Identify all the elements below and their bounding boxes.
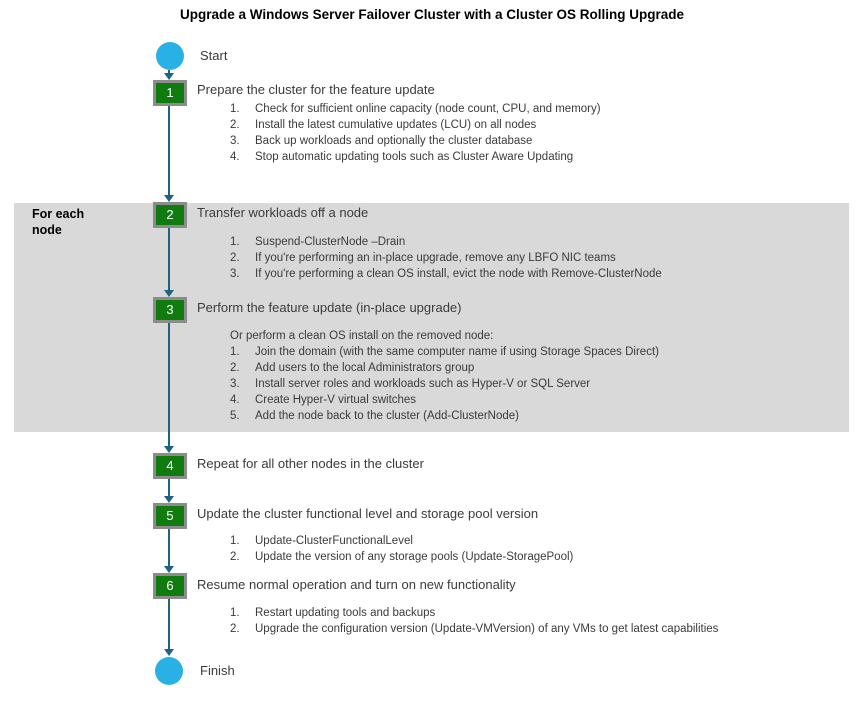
connector-line: [168, 228, 170, 290]
for-each-node-label: For each node: [32, 207, 85, 237]
finish-terminal-icon: [155, 657, 183, 685]
list-item: Install the latest cumulative updates (LCU) on all nodes: [255, 119, 537, 131]
list-item: Stop automatic updating tools such as Cluster Aware Updating: [255, 151, 574, 163]
arrow-down-icon: [164, 73, 174, 80]
list-item: Add the node back to the cluster (Add-ClusterNode): [255, 410, 520, 422]
step-list-1: [228, 101, 838, 165]
list-item: Suspend-ClusterNode –Drain: [255, 236, 406, 248]
list-item: Restart updating tools and backups: [255, 607, 436, 619]
step-list-5: [228, 533, 838, 565]
connector-line: [168, 323, 170, 446]
list-item: Join the domain (with the same computer name if using Storage Spaces Direct): [255, 346, 659, 358]
step-title-2: Transfer workloads off a node: [197, 205, 369, 220]
arrow-down-icon: [164, 290, 174, 297]
list-item: Update-ClusterFunctionalLevel: [255, 535, 413, 547]
step-title-3: Perform the feature update (in-place upgrade): [197, 300, 462, 315]
step-list-3-intro: Or perform a clean OS install on the removed node:: [230, 330, 494, 342]
list-item: If you're performing an in-place upgrade, remove any LBFO NIC teams: [255, 252, 616, 264]
finish-label: Finish: [200, 663, 235, 678]
step-title-1: Prepare the cluster for the feature update: [197, 82, 435, 97]
list-item: Update the version of any storage pools (Update-StoragePool): [255, 551, 574, 563]
start-terminal-icon: [156, 42, 184, 70]
step-title-5: Update the cluster functional level and storage pool version: [197, 506, 539, 521]
arrow-down-icon: [164, 566, 174, 573]
step-badge-2: 2: [153, 202, 187, 228]
step-badge-3: 3: [153, 297, 187, 323]
connector-line: [168, 479, 170, 496]
step-badge-1: 1: [153, 80, 187, 106]
arrow-down-icon: [164, 195, 174, 202]
step-badge-6: 6: [153, 573, 187, 599]
list-item: Back up workloads and optionally the cluster database: [255, 135, 533, 147]
step-title-6: Resume normal operation and turn on new functionality: [197, 577, 516, 592]
list-item: Create Hyper-V virtual switches: [255, 394, 417, 406]
list-item: Install server roles and workloads such as Hyper-V or SQL Server: [255, 378, 591, 390]
diagram-title: Upgrade a Windows Server Failover Cluster with a Cluster OS Rolling Upgrade: [180, 7, 684, 22]
step-list-2: [228, 234, 838, 282]
step-badge-4: 4: [153, 453, 187, 479]
arrow-down-icon: [164, 496, 174, 503]
step-title-4: Repeat for all other nodes in the cluster: [197, 456, 424, 471]
list-item: If you're performing a clean OS install, evict the node with Remove-ClusterNode: [255, 268, 662, 280]
list-item: Upgrade the configuration version (Update-VMVersion) of any VMs to get latest capabilities: [255, 623, 719, 635]
step-list-6: [228, 605, 838, 637]
connector-line: [168, 599, 170, 649]
connector-line: [168, 106, 170, 195]
connector-line: [168, 529, 170, 566]
start-label: Start: [200, 48, 228, 63]
step-badge-5: 5: [153, 503, 187, 529]
arrow-down-icon: [164, 649, 174, 656]
list-item: Check for sufficient online capacity (node count, CPU, and memory): [255, 103, 601, 115]
step-list-3: [228, 328, 838, 424]
arrow-down-icon: [164, 446, 174, 453]
list-item: Add users to the local Administrators group: [255, 362, 475, 374]
